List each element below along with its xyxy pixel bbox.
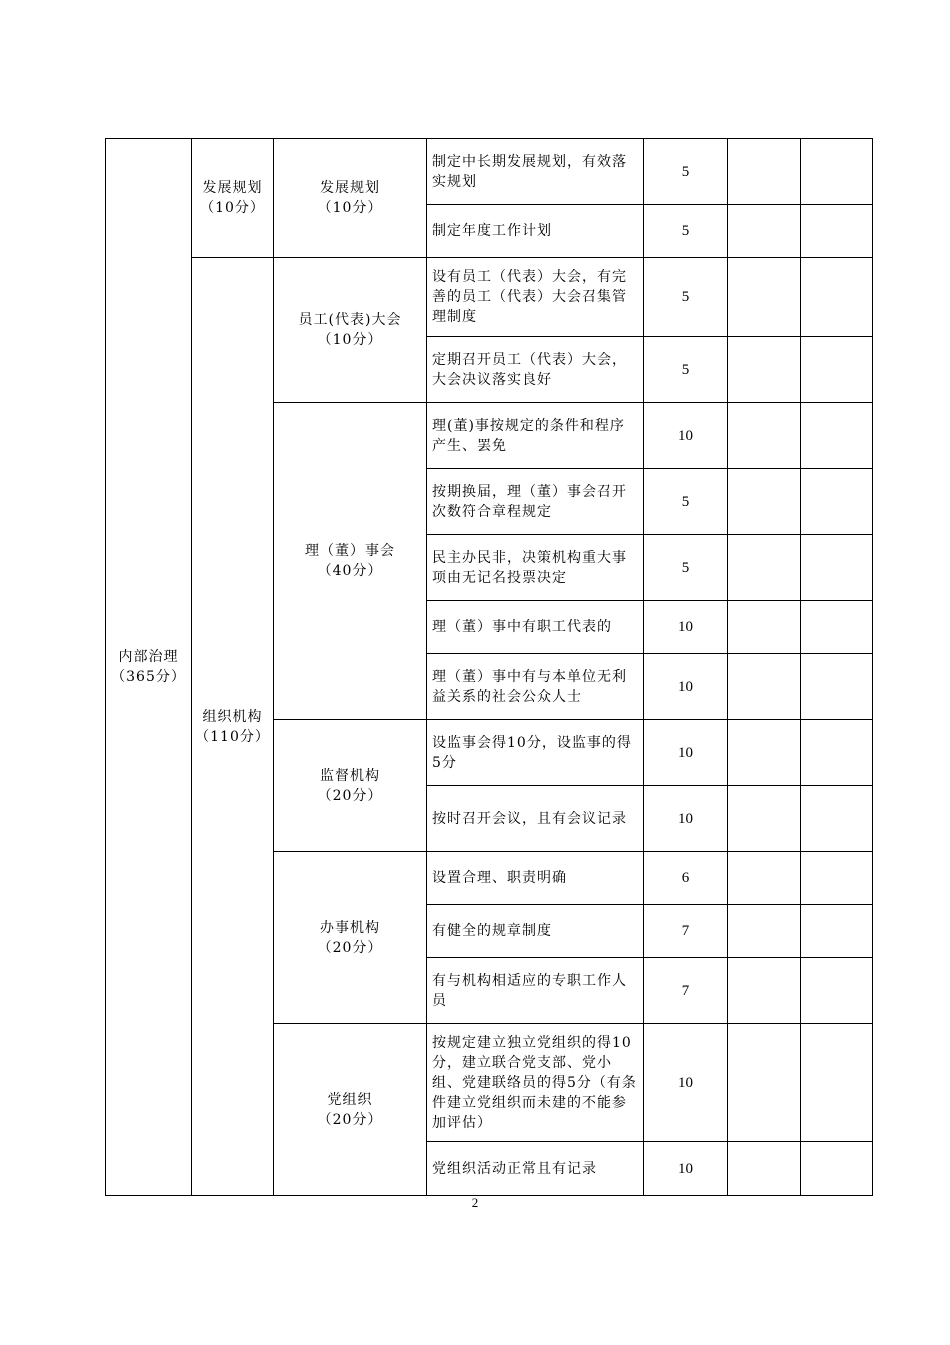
blank-cell <box>801 205 873 258</box>
criterion-cell: 制定年度工作计划 <box>427 205 644 258</box>
item-name: 党组织 <box>327 1091 373 1108</box>
item-name: 监督机构 <box>320 767 380 784</box>
score-cell: 10 <box>644 1142 728 1196</box>
criterion-cell: 理(董)事按规定的条件和程序产生、罢免 <box>427 403 644 469</box>
score-cell: 10 <box>644 720 728 786</box>
criterion-cell: 理（董）事中有职工代表的 <box>427 601 644 654</box>
item-name: 理（董）事会 <box>305 543 395 559</box>
score-cell: 6 <box>644 852 728 905</box>
item-cell <box>274 258 427 403</box>
item-points: （20分） <box>317 787 383 804</box>
blank-cell <box>728 1142 801 1196</box>
evaluation-table <box>105 138 873 1196</box>
category-cell <box>106 139 192 1196</box>
criterion-cell: 按时召开会议，且有会议记录 <box>427 786 644 852</box>
item-cell <box>274 1024 427 1196</box>
group-points: （10分） <box>200 200 265 216</box>
table-row <box>106 258 873 337</box>
item-name: 办事机构 <box>320 919 380 936</box>
blank-cell <box>728 403 801 469</box>
blank-cell <box>728 139 801 205</box>
criterion-cell: 制定中长期发展规划，有效落实规划 <box>427 139 644 205</box>
criterion-cell: 设置合理、职责明确 <box>427 852 644 905</box>
group-points: （110分） <box>195 728 270 745</box>
blank-cell <box>728 786 801 852</box>
blank-cell <box>801 535 873 601</box>
score-cell: 5 <box>644 258 728 337</box>
score-cell: 5 <box>644 205 728 258</box>
item-name: 员工(代表)大会 <box>298 312 402 328</box>
criterion-cell: 理（董）事中有与本单位无利益关系的社会公众人士 <box>427 654 644 720</box>
criterion-cell: 有与机构相适应的专职工作人员 <box>427 958 644 1024</box>
blank-cell <box>728 654 801 720</box>
score-cell: 7 <box>644 905 728 958</box>
blank-cell <box>801 337 873 403</box>
blank-cell <box>801 654 873 720</box>
criterion-cell: 党组织活动正常且有记录 <box>427 1142 644 1196</box>
blank-cell <box>801 403 873 469</box>
blank-cell <box>801 601 873 654</box>
blank-cell <box>728 1024 801 1142</box>
score-cell: 10 <box>644 786 728 852</box>
blank-cell <box>728 720 801 786</box>
score-cell: 5 <box>644 139 728 205</box>
blank-cell <box>728 337 801 403</box>
blank-cell <box>801 469 873 535</box>
item-points: （20分） <box>317 1111 383 1128</box>
score-cell: 10 <box>644 403 728 469</box>
score-cell: 5 <box>644 337 728 403</box>
blank-cell <box>728 601 801 654</box>
group-name: 发展规划 <box>202 180 263 196</box>
criterion-cell: 设监事会得10分，设监事的得5分 <box>427 720 644 786</box>
item-cell <box>274 139 427 258</box>
group-cell <box>192 258 274 1196</box>
criterion-cell: 民主办民非，决策机构重大事项由无记名投票决定 <box>427 535 644 601</box>
blank-cell <box>801 720 873 786</box>
blank-cell <box>728 469 801 535</box>
item-points: （10分） <box>317 332 383 348</box>
group-cell <box>192 139 274 258</box>
item-cell <box>274 720 427 852</box>
item-points: （10分） <box>317 200 383 216</box>
blank-cell <box>728 905 801 958</box>
score-cell: 7 <box>644 958 728 1024</box>
blank-cell <box>801 1024 873 1142</box>
item-cell <box>274 403 427 720</box>
criterion-cell: 设有员工（代表）大会，有完善的员工（代表）大会召集管理制度 <box>427 258 644 337</box>
score-cell: 10 <box>644 654 728 720</box>
blank-cell <box>801 1142 873 1196</box>
blank-cell <box>801 258 873 337</box>
page-number: 2 <box>471 1195 479 1210</box>
criterion-cell: 按规定建立独立党组织的得10分，建立联合党支部、党小组、党建联络员的得5分（有条件建立党组织而未建的不能参加评估） <box>427 1024 644 1142</box>
criterion-cell: 定期召开员工（代表）大会，大会决议落实良好 <box>427 337 644 403</box>
blank-cell <box>801 905 873 958</box>
score-cell: 5 <box>644 469 728 535</box>
blank-cell <box>728 852 801 905</box>
score-cell: 10 <box>644 601 728 654</box>
blank-cell <box>801 139 873 205</box>
blank-cell <box>728 205 801 258</box>
criterion-cell: 按期换届，理（董）事会召开次数符合章程规定 <box>427 469 644 535</box>
item-cell <box>274 852 427 1024</box>
blank-cell <box>728 535 801 601</box>
score-cell: 10 <box>644 1024 728 1142</box>
category-name: 内部治理 <box>118 649 179 665</box>
item-name: 发展规划 <box>320 180 380 196</box>
group-name: 组织机构 <box>202 708 263 725</box>
item-points: （40分） <box>317 563 383 579</box>
score-cell: 5 <box>644 535 728 601</box>
blank-cell <box>728 258 801 337</box>
item-points: （20分） <box>317 939 383 956</box>
category-points: （365分） <box>111 669 186 685</box>
blank-cell <box>801 958 873 1024</box>
table-row <box>106 139 873 205</box>
blank-cell <box>728 958 801 1024</box>
blank-cell <box>801 852 873 905</box>
criterion-cell: 有健全的规章制度 <box>427 905 644 958</box>
blank-cell <box>801 786 873 852</box>
